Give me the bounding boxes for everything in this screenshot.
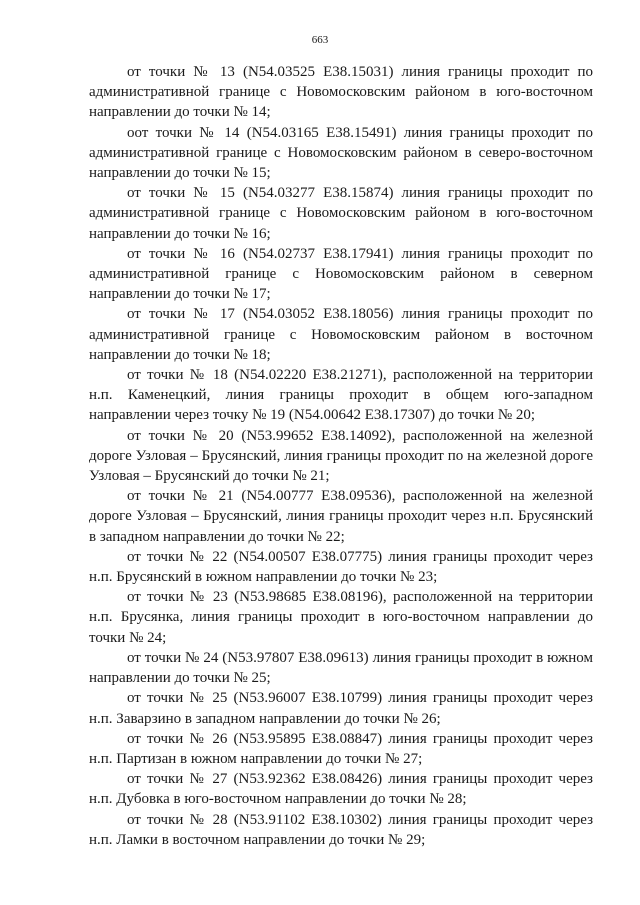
- paragraph-point-17: от точки № 17 (N54.03052 E38.18056) линия границы проходит по административной границе с Новомосковским районом в восточном направлении до точки № 18;: [89, 306, 593, 363]
- paragraph-point-23: от точки № 23 (N53.98685 E38.08196), расположенной на территории н.п. Брусянка, линия границы проходит в юго-восточном направлении до точки № 24;: [89, 589, 593, 646]
- paragraph-point-18: от точки № 18 (N54.02220 E38.21271), расположенной на территории н.п. Каменецкий, линия границы проходит в общем юго-западном направлении через точку № 19 (N54.00642 E38.17307) до точки № 20;: [89, 367, 593, 424]
- paragraph-point-16: от точки № 16 (N54.02737 E38.17941) линия границы проходит по административной границе с Новомосковским районом в северном направлении до точки № 17;: [89, 245, 593, 303]
- paragraph-point-24: от точки № 24 (N53.97807 E38.09613) линия границы проходит в южном направлении до точки № 25;: [89, 649, 593, 687]
- document-body: [89, 62, 593, 850]
- paragraph-point-15: от точки № 15 (N54.03277 E38.15874) линия границы проходит по административной границе с Новомосковским районом в юго-восточном направлении до точки № 16;: [89, 185, 593, 242]
- paragraph-point-26: от точки № 26 (N53.95895 E38.08847) линия границы проходит через н.п. Партизан в южном направлении до точки № 27;: [89, 730, 593, 767]
- paragraph-point-28: от точки № 28 (N53.91102 E38.10302) линия границы проходит через н.п. Ламки в восточном направлении до точки № 29;: [89, 811, 593, 848]
- paragraph-point-13: от точки № 13 (N54.03525 E38.15031) линия границы проходит по административной границе с Новомосковским районом в юго-восточном направлении до точки № 14;: [89, 64, 593, 121]
- paragraph-point-27: от точки № 27 (N53.92362 E38.08426) линия границы проходит через н.п. Дубовка в юго-восточном направлении до точки № 28;: [89, 771, 593, 808]
- paragraph-point-14: оот точки № 14 (N54.03165 E38.15491) линия границы проходит по административной границе с Новомосковским районом в северо-восточном направлении до точки № 15;: [89, 124, 593, 182]
- paragraph-point-21: от точки № 21 (N54.00777 E38.09536), расположенной на железной дороге Узловая – Брусянский, линия границы проходит через н.п. Брусянский в западном направлении до точки № 22;: [89, 488, 593, 545]
- page-number: 663: [311, 34, 329, 46]
- paragraph-point-25: от точки № 25 (N53.96007 E38.10799) линия границы проходит через н.п. Заварзино в западном направлении до точки № 26;: [89, 690, 593, 727]
- paragraph-point-22: от точки № 22 (N54.00507 E38.07775) линия границы проходит через н.п. Брусянский в южном направлении до точки № 23;: [89, 548, 593, 586]
- paragraph-point-20: от точки № 20 (N53.99652 E38.14092), расположенной на железной дороге Узловая – Брусянский, линия границы проходит по на железной дороге Узловая – Брусянский до точки № 21;: [89, 427, 593, 485]
